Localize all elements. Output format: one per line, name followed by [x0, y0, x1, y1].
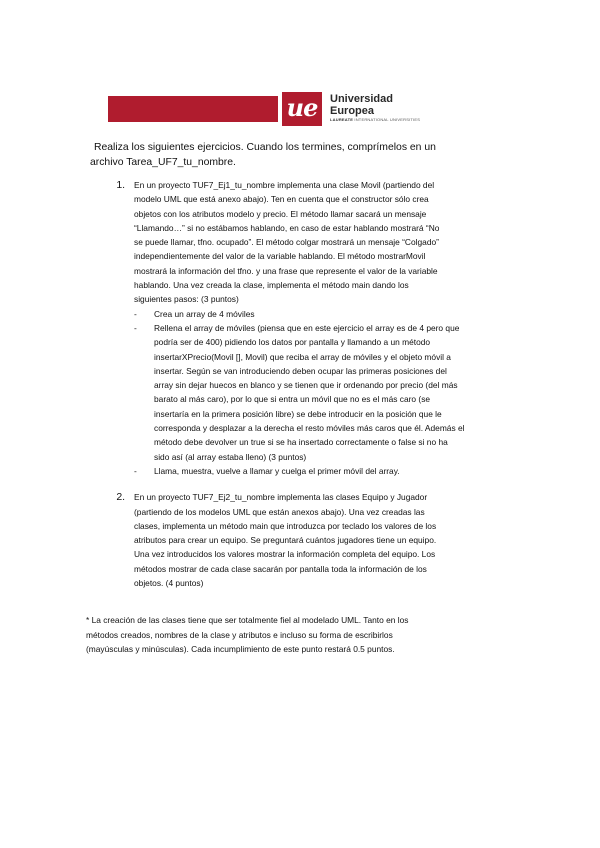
task-text-line: “Llamando…” si no estábamos hablando, en caso de estar hablando mostrará “No — [134, 222, 440, 233]
footnote — [86, 613, 526, 657]
task-step-text-line: corresponda y desplazar a la derecha el resto móviles más caros que él. Además el — [154, 423, 465, 434]
task-step-text-line: - Crea un array de 4 móviles — [154, 308, 255, 319]
university-name-line1: Universidad — [330, 93, 393, 105]
task-step-text-line: - Rellena el array de móviles (piensa que en este ejercicio el array es de 4 pero que — [154, 322, 460, 333]
task-text-line: independientemente del valor de la variable hablando. El método mostrarMovil — [134, 251, 426, 262]
task-text-line: objetos. (4 puntos) — [134, 578, 204, 589]
laureate-rest: INTERNATIONAL UNIVERSITIES — [353, 117, 421, 122]
brand-red-band — [108, 96, 278, 122]
task-text-line: atributos para crear un equipo. Se preguntará cuántos jugadores tiene un equipo. — [134, 535, 437, 546]
task-text-line: se puede llamar, tfno. ocupado”. El método colgar mostrará un mensaje “Colgado” — [134, 237, 439, 248]
laureate-tagline — [330, 117, 420, 122]
intro-paragraph — [90, 140, 470, 170]
footnote-text-line: * La creación de las clases tiene que ser totalmente fiel al modelado UML. Tanto en los — [86, 615, 409, 625]
task-step-text-line: insertar. Según se van introduciendo deben ocupar las primeras posiciones del — [154, 365, 447, 376]
task-step-text-line: podría ser de 400) pidiendo los datos por pantalla y llamando a un método — [154, 337, 431, 348]
task-text-line: métodos mostrar de cada clase sacarán por pantalla toda la información de los — [134, 563, 427, 574]
task-text-line: hablando. Una vez creada la clase, implementa el método main dando los — [134, 280, 409, 291]
task-text-line: objetos con los atributos modelo y precio. El método llamar sacará un mensaje — [134, 208, 427, 219]
task-text-line: 1. En un proyecto TUF7_Ej1_tu_nombre implementa una clase Movil (partiendo del — [134, 180, 435, 190]
university-name — [330, 93, 393, 117]
task-text-line: siguientes pasos: (3 puntos) — [134, 294, 239, 305]
task-text-line: clases, implementa un método main que introduzca por teclado los valores de los — [134, 520, 437, 531]
intro-line-1: Realiza los siguientes ejercicios. Cuando los termines, comprímelos en un — [94, 142, 436, 153]
task-step — [154, 464, 588, 478]
task-step — [154, 307, 588, 321]
task-item-2 — [128, 490, 588, 590]
footnote-text-line: métodos creados, nombres de la clase y atributos e incluso su forma de escribirlos — [86, 629, 393, 640]
task-step-text-line: método debe devolver un true si se ha insertado correctamente o false si no ha — [154, 437, 448, 448]
task-item-1 — [128, 178, 588, 478]
task-step-text-line: insertarXPrecio(Movil [], Movil) que reciba el array de móviles y el objeto móvil a — [154, 351, 451, 362]
task-text-line: 2. En un proyecto TUF7_Ej2_tu_nombre implementa las clases Equipo y Jugador — [134, 492, 428, 503]
task-step-text-line: insertaría en la primera posición libre) se debe introducir en la posición que le — [154, 408, 442, 419]
task-step — [154, 321, 588, 464]
task-step-text-line: barato al más caro), por lo que si entra un móvil que no es el más caro (se — [154, 394, 431, 405]
university-logo: ue — [282, 92, 322, 126]
task-steps — [134, 307, 588, 479]
task-step-text-line: array sin dejar huecos en blanco y se tienen que ir ordenando por precio (del más — [154, 380, 458, 391]
task-step-text-line: - Llama, muestra, vuelve a llamar y cuelga el primer móvil del array. — [154, 465, 400, 476]
task-text-line: mostrará la información del tfno. y una frase que represente el valor de la variable — [134, 265, 438, 276]
university-name-line2: Europea — [330, 105, 375, 117]
document-header — [0, 0, 600, 130]
task-text-line: modelo UML que está anexo abajo). Ten en cuenta que el constructor sólo crea — [134, 194, 429, 205]
task-step-text-line: sido así (al array estaba lleno) (3 puntos) — [154, 451, 307, 462]
footnote-text-line: (mayúsculas y minúsculas). Cada incumplimiento de este punto restará 0.5 puntos. — [86, 644, 395, 655]
intro-line-2: archivo Tarea_UF7_tu_nombre. — [90, 157, 236, 168]
task-text-line: (partiendo de los modelos UML que están anexos abajo). Una vez creadas las — [134, 506, 425, 517]
laureate-bold: LAUREATE — [330, 117, 354, 122]
task-list — [60, 178, 588, 590]
task-text-line: Una vez introducidos los valores mostrar la información completa del equipo. Los — [134, 549, 436, 560]
